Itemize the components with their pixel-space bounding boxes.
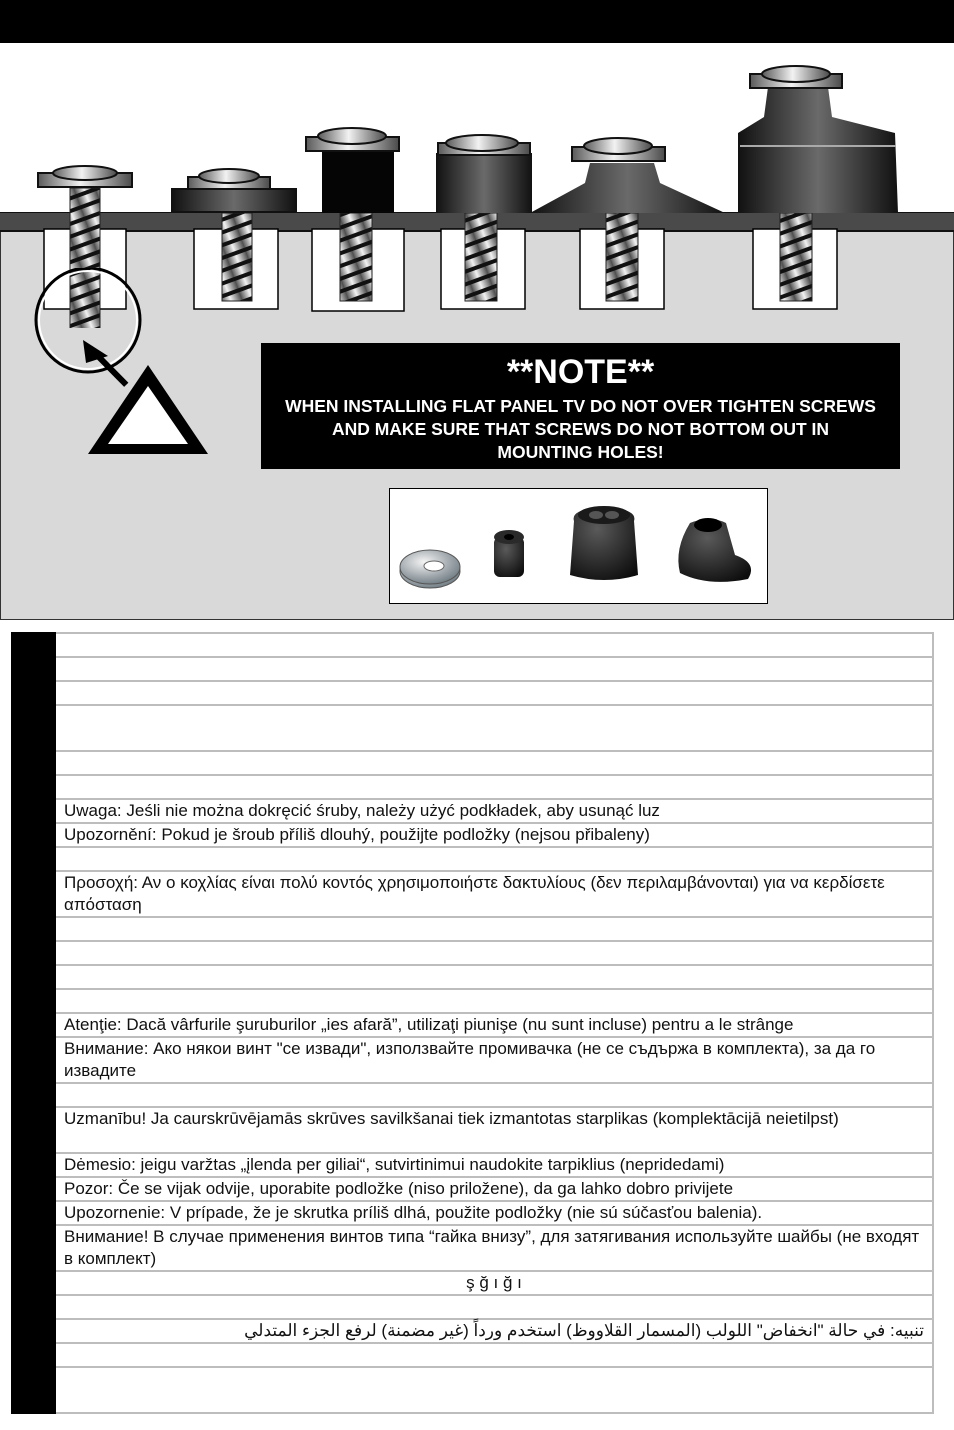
language-code-cell [12, 965, 55, 989]
language-code-cell [12, 1295, 55, 1319]
language-code-cell [12, 681, 55, 705]
note-text-cell [55, 1343, 933, 1367]
note-text-cell: Upozornenie: V prípade, že je skrutka príliš dlhá, použite podložky (nie sú súčasťou balenia). [55, 1201, 933, 1225]
language-code-cell [12, 1013, 55, 1037]
spacer-icon [570, 506, 638, 580]
note-text-cell: ş ğ ı ğ ı [55, 1271, 933, 1295]
table-row [12, 1295, 933, 1319]
note-text-cell [55, 705, 933, 751]
language-code-cell [12, 1083, 55, 1107]
language-code-cell [12, 705, 55, 751]
language-code-cell [12, 823, 55, 847]
spacer-icon [494, 530, 524, 577]
language-code-cell [12, 1367, 55, 1413]
note-text-cell [55, 1295, 933, 1319]
note-text-cell: Внимание: Ако някои винт "се извади", използвайте промивачка (не се съдържа в комплекта), за да го извадите [55, 1037, 933, 1083]
table-row [12, 1177, 933, 1201]
table-row [12, 1367, 933, 1413]
table-row [12, 681, 933, 705]
language-code-cell [12, 1319, 55, 1343]
note-text-cell [55, 965, 933, 989]
table-row [12, 1153, 933, 1177]
parts-photo [389, 488, 768, 604]
note-text-cell: Atenţie: Dacă vârfurile şuruburilor „ies afară”, utilizaţi piunişe (nu sunt incluse) pentru a le strânge [55, 1013, 933, 1037]
note-text-cell [55, 941, 933, 965]
table-row [12, 1319, 933, 1343]
language-code-cell [12, 1037, 55, 1083]
table-row [12, 657, 933, 681]
table-row [12, 705, 933, 751]
language-code-cell [12, 1271, 55, 1295]
table-row [12, 1225, 933, 1271]
table-row [12, 1107, 933, 1153]
note-text-cell [55, 1367, 933, 1413]
table-row [12, 941, 933, 965]
language-code-cell [12, 1225, 55, 1271]
table-row [12, 1037, 933, 1083]
spacer-icon [678, 518, 751, 582]
table-row [12, 1343, 933, 1367]
table-row [12, 633, 933, 657]
note-text-cell: Внимание! В случае применения винтов типа “гайка внизу”, для затягивания используйте шайбы (не входят в комплект) [55, 1225, 933, 1271]
washer-icon [400, 550, 460, 588]
language-code-cell [12, 1343, 55, 1367]
table-row [12, 751, 933, 775]
note-box [261, 343, 900, 469]
language-code-cell [12, 917, 55, 941]
language-code-cell [12, 941, 55, 965]
note-text-cell: Dėmesio: jeigu varžtas „įlenda per giliai“, sutvirtinimui naudokite tarpiklius (nepridedami) [55, 1153, 933, 1177]
note-text-cell: تنبيه: في حالة "انخفاض" اللولب (المسمار القلاووظ) استخدم ورداً (غير مضمنة) لرفع الجزء المتدلي [55, 1319, 933, 1343]
note-text-cell [55, 989, 933, 1013]
note-text-cell: Pozor: Če se vijak odvije, uporabite podložke (niso priložene), da ga lahko dobro privijete [55, 1177, 933, 1201]
table-row [12, 823, 933, 847]
note-text-cell [55, 751, 933, 775]
table-row [12, 1201, 933, 1225]
table-row [12, 847, 933, 871]
note-text-cell [55, 633, 933, 657]
table-row [12, 1271, 933, 1295]
table-row [12, 1013, 933, 1037]
table-row [12, 775, 933, 799]
note-text-cell [55, 1083, 933, 1107]
table-row [12, 965, 933, 989]
note-text-cell [55, 657, 933, 681]
table-row [12, 989, 933, 1013]
note-text-cell: Uzmanību! Ja caurskrūvējamās skrūves savilkšanai tiek izmantotas starplikas (komplektācijā neietilpst) [55, 1107, 933, 1153]
header-bar [0, 0, 954, 43]
language-code-cell [12, 1201, 55, 1225]
screw-icon [530, 138, 725, 301]
note-text-cell [55, 917, 933, 941]
language-code-cell [12, 751, 55, 775]
note-text: WHEN INSTALLING FLAT PANEL TV DO NOT OVER TIGHTEN SCREWS AND MAKE SURE THAT SCREWS DO NOT BOTTOM OUT IN MOUNTING HOLES! [285, 396, 876, 462]
language-code-cell [12, 657, 55, 681]
language-code-cell [12, 989, 55, 1013]
table-row [12, 917, 933, 941]
note-text-cell [55, 775, 933, 799]
table-row [12, 871, 933, 917]
language-code-cell [12, 1153, 55, 1177]
language-code-cell [12, 633, 55, 657]
language-code-cell [12, 799, 55, 823]
note-text-cell: Upozornění: Pokud je šroub příliš dlouhý, použijte podložky (nejsou přibaleny) [55, 823, 933, 847]
warning-triangle-icon [28, 268, 218, 463]
note-title: **NOTE** [506, 353, 655, 391]
note-text-cell [55, 681, 933, 705]
table-row [12, 1083, 933, 1107]
note-text-cell: Uwaga: Jeśli nie można dokręcić śruby, należy użyć podkładek, aby usunąć luz [55, 799, 933, 823]
language-code-cell [12, 871, 55, 917]
language-code-cell [12, 847, 55, 871]
note-text-cell [55, 847, 933, 871]
table-row [12, 799, 933, 823]
language-code-cell [12, 1177, 55, 1201]
note-text-cell: Προσοχή: Αν ο κοχλίας είναι πολύ κοντός χρησιμοποιήστε δακτυλίους (δεν περιλαμβάνονται) για να κερδίσετε απόσταση [55, 871, 933, 917]
language-code-cell [12, 1107, 55, 1153]
language-code-cell [12, 775, 55, 799]
language-notes-table [11, 632, 934, 1414]
